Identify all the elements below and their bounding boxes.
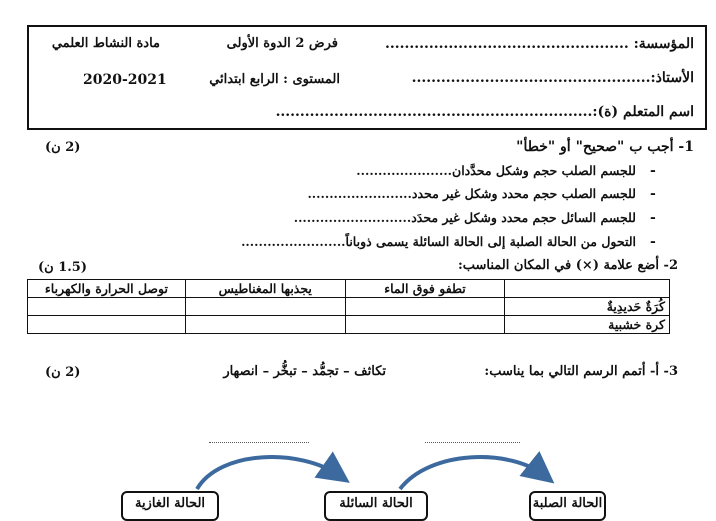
q1-item-2: للجسم الصلب حجم محدد وشكل غير محدد........................ [307,186,636,201]
column-header: يجذبها المغناطيس [185,280,345,298]
q1-item-1: للجسم الصلب حجم وشكل محدَّدان...................... [356,163,636,178]
q1-bullet-4: - [650,234,656,250]
q3-title: 3- أ- أتمم الرسم التالي بما يناسب: [484,364,678,379]
exam-title: فرض 2 الدوة الأولى [226,36,338,51]
teacher-field: الأستاذ:................................................. [411,70,694,86]
q1-item-3: للجسم السائل حجم محدد وشكل غير محدَد........................... [293,210,636,225]
school-year: 2020-2021 [83,72,167,88]
state-liquid-box: الحالة السائلة [324,491,428,521]
q2-title: 2- أضع علامة (×) في المكان المناسب: [457,258,678,273]
student-name-field: اسم المتعلم (ة):................................................................. [275,104,694,120]
q1-points: (2 ن) [45,140,81,155]
level-label: المستوى : الرابع ابتدائي [209,72,340,87]
row-label: كرة خشبية [505,316,670,334]
q1-bullet-2: - [650,186,656,202]
state-solid-box: الحالة الصلبة [529,491,606,521]
row-label: كُرَةٌ حَديدِيةٌ [505,298,670,316]
q2-points: (1.5 ن) [38,260,88,275]
q1-bullet-3: - [650,210,656,226]
state-gas-box: الحالة الغازية [121,491,219,521]
q3-points: (2 ن) [45,365,81,380]
q1-title: 1- أجب ب "صحيح" أو "خطأ" [516,139,694,155]
column-header: تطفو فوق الماء [345,280,505,298]
subject-label: مادة النشاط العلمي [51,36,160,51]
arrow-liquid-to-gas [197,457,340,489]
q1-item-4: التحول من الحالة الصلبة إلى الحالة السائلة يسمى ذوباناً........................ [241,234,636,249]
q1-bullet-1: - [650,163,656,179]
institution-field: المؤسسة: .................................................. [385,36,694,52]
arrow-solid-to-liquid [400,457,545,489]
column-header: توصل الحرارة والكهرباء [28,280,186,298]
q3-word-bank: تكاثف – تجمُّد – تبخُّر – انصهار [223,364,386,379]
